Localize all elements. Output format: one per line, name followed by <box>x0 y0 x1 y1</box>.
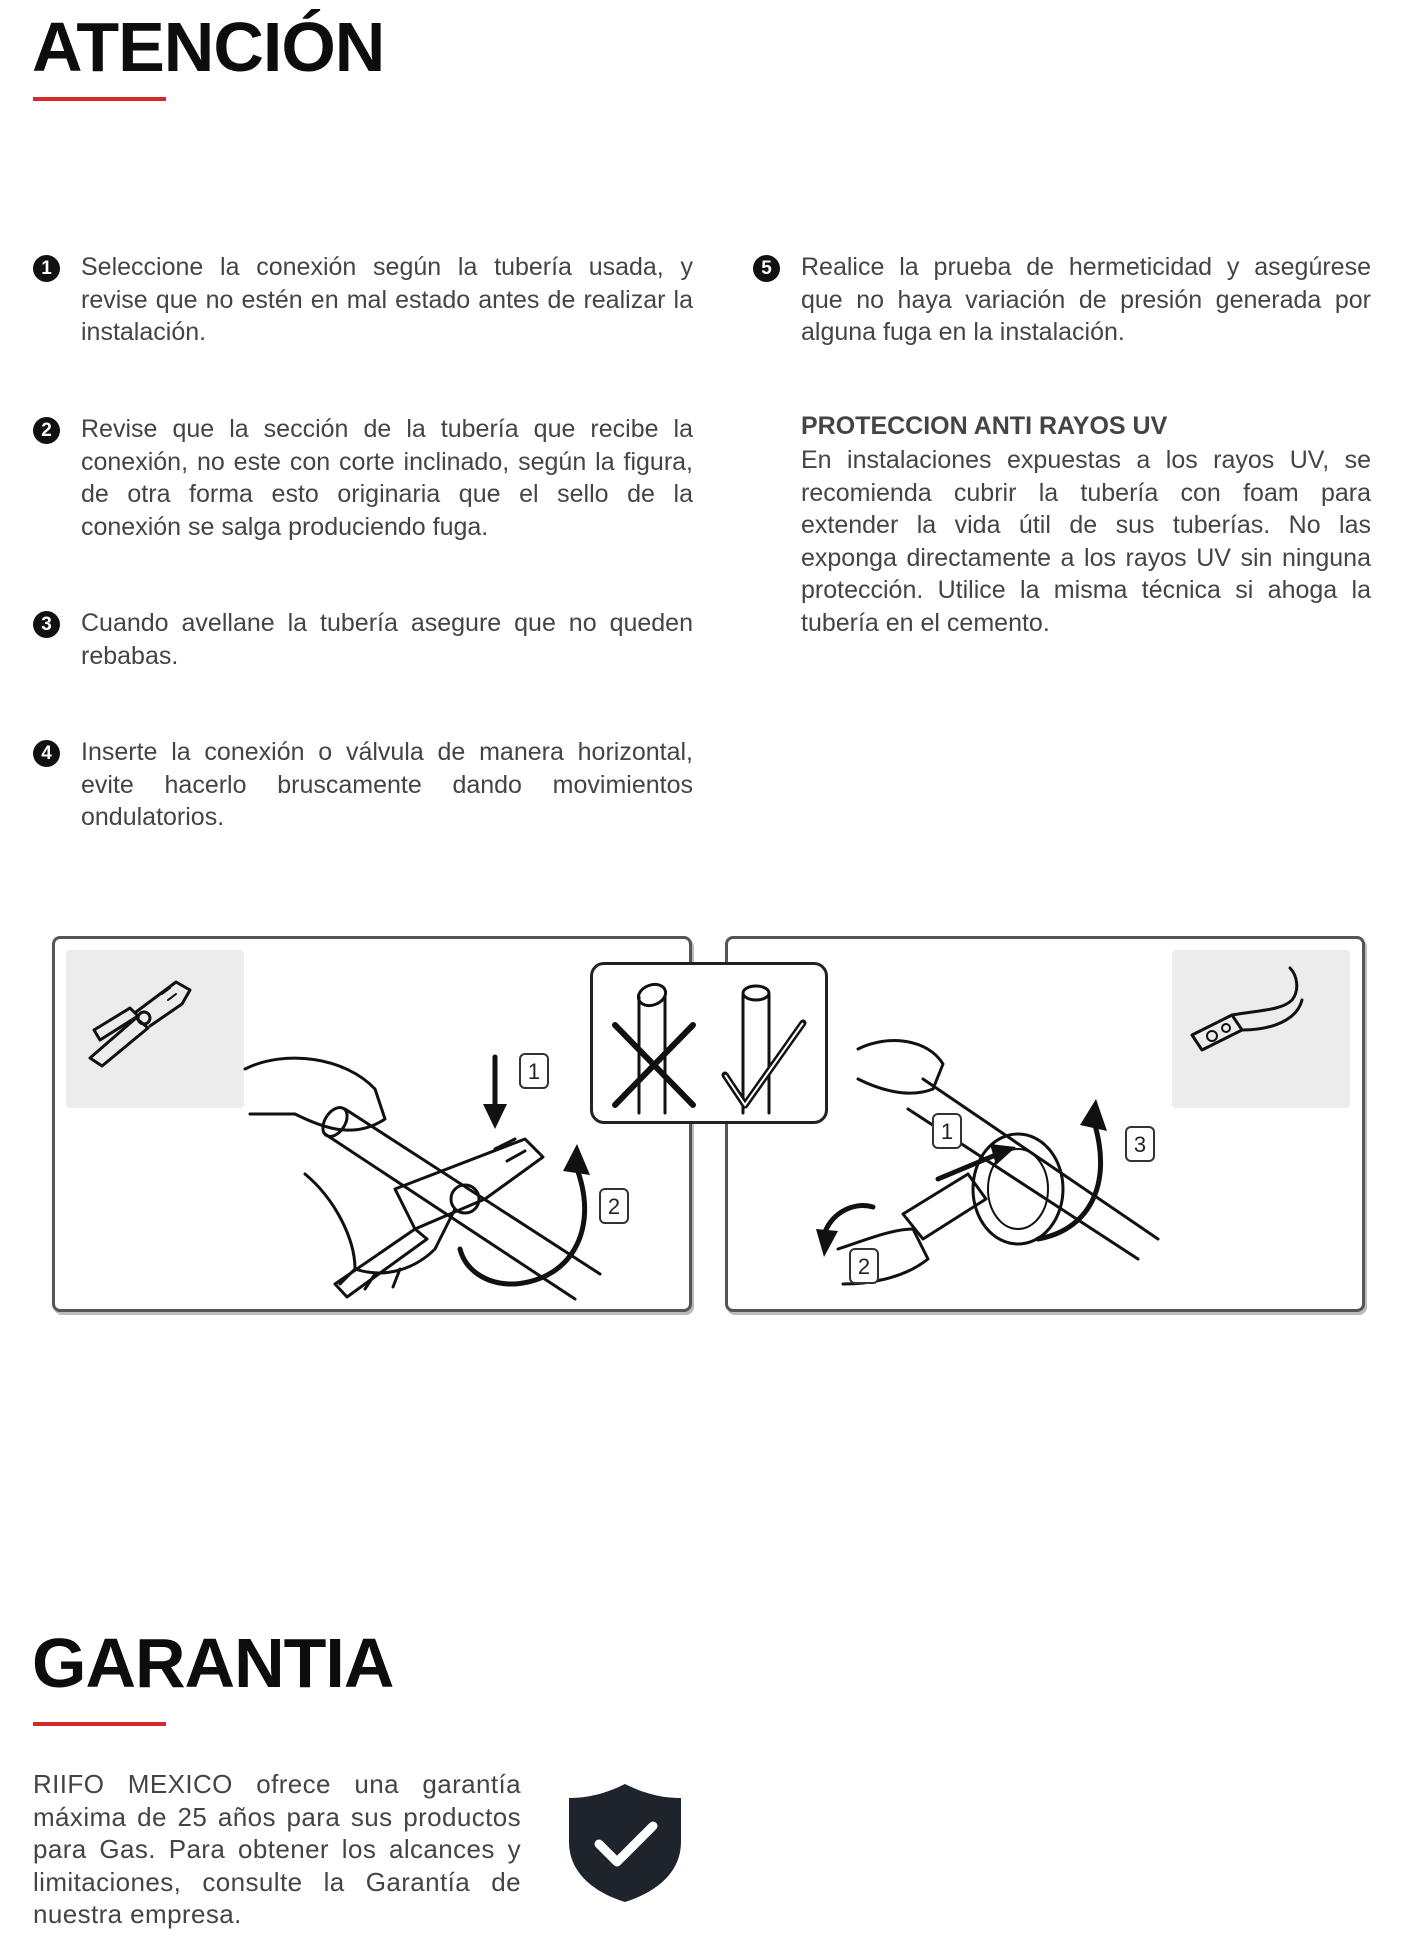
cut-comparison-drawing <box>593 965 825 1121</box>
step-4-text: Inserte la conexión o válvula de manera horizontal, evite hacerlo bruscamente dando movimientos ondulatorios. <box>81 738 693 831</box>
attention-title: ATENCIÓN <box>32 8 385 86</box>
left-step-label-2: 2 <box>607 1194 621 1219</box>
shield-check-icon <box>567 1782 683 1909</box>
step-5-number-badge: 5 <box>753 255 780 282</box>
uv-protection-title: PROTECCION ANTI RAYOS UV <box>801 412 1168 440</box>
step-4-number-badge: 4 <box>33 740 60 767</box>
step-2-number-badge: 2 <box>33 417 60 444</box>
right-step-label-1: 1 <box>940 1119 954 1144</box>
step-3-number-badge: 3 <box>33 611 60 638</box>
step-1-text: Seleccione la conexión según la tubería usada, y revise que no estén en mal estado antes de realizar la instalación. <box>81 253 693 346</box>
step-3-text: Cuando avellane la tubería asegure que no queden rebabas. <box>81 609 693 670</box>
left-step-label-1: 1 <box>527 1059 541 1084</box>
warranty-title: GARANTIA <box>32 1624 394 1702</box>
right-step-label-3: 3 <box>1133 1132 1147 1157</box>
step-1-number-badge: 1 <box>33 255 60 282</box>
step-5-text: Realice la prueba de hermeticidad y asegúrese que no haya variación de presión generada por alguna fuga en la instalación. <box>801 253 1371 346</box>
cut-angle-inset <box>590 962 828 1124</box>
step-2-text: Revise que la sección de la tubería que recibe la conexión, no este con corte inclinado, según la figura, de otra forma esto originaria que el sello de la conexión se salga produciendo fuga. <box>81 415 693 541</box>
warranty-title-underline <box>33 1722 166 1726</box>
attention-title-underline <box>33 97 166 101</box>
right-step-label-2: 2 <box>857 1254 871 1279</box>
warranty-text: RIIFO MEXICO ofrece una garantía máxima de 25 años para sus productos para Gas. Para obtener los alcances y limitaciones, consulte la Garantía de nuestra empresa. <box>33 1769 521 1929</box>
uv-protection-text: En instalaciones expuestas a los rayos UV, se recomienda cubrir la tubería con foam para extender la vida útil de sus tuberías. No las exponga directamente a los rayos UV sin ninguna protección. Utilice la misma técnica si ahoga la tubería en el cemento. <box>801 446 1371 637</box>
